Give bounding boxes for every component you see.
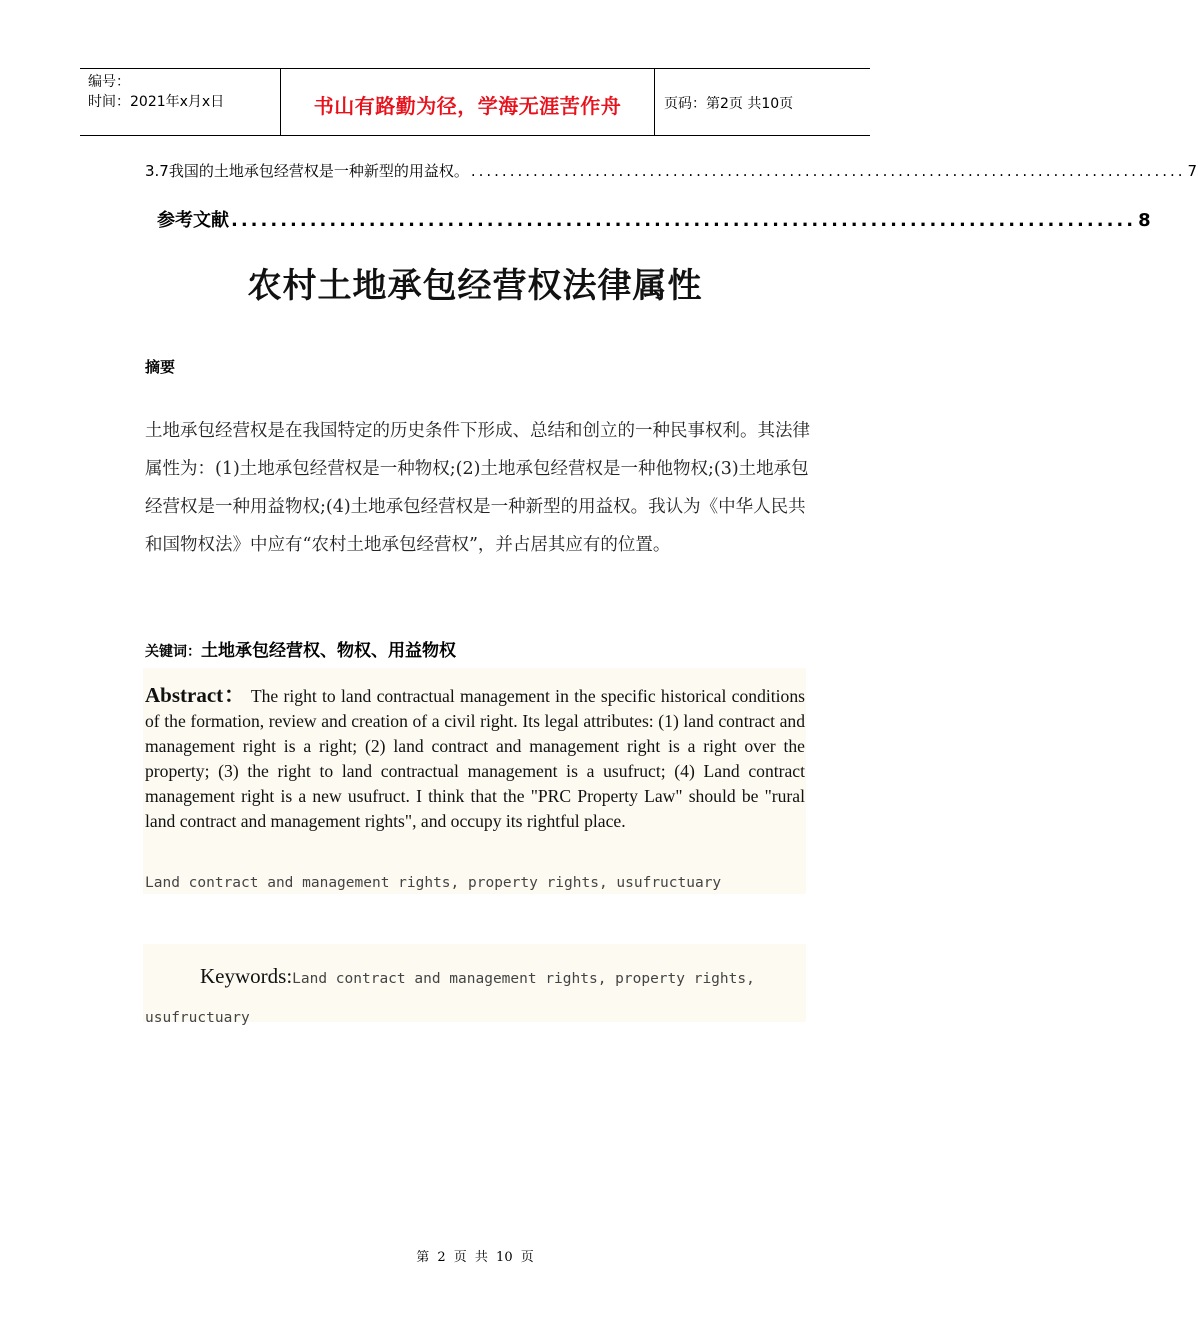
toc-entry-label: 3.7我国的土地承包经营权是一种新型的用益权。: [145, 162, 469, 180]
abstract-body: 土地承包经营权是在我国特定的历史条件下形成、总结和创立的一种民事权利。其法律属性为：(1)土地承包经营权是一种物权;(2)土地承包经营权是一种他物权;(3)土地承包经营权是一种用益物权;(4)土地承包经营权是一种新型的用益权。我认为《中华人民共和国物权法》中应有“农村土地承包经营权”，并占居其应有的位置。: [145, 421, 810, 555]
keywords-en-value: Land contract and management rights, property rights, usufructuary: [145, 971, 755, 1026]
abstract-heading: 摘要: [145, 358, 176, 376]
keywords-en-label: Keywords:: [200, 964, 293, 988]
page-header: [80, 68, 870, 136]
abstract-en-label: Abstract：: [145, 683, 246, 707]
toc-leader-dots: ............................................................................................: [231, 210, 1137, 231]
page-footer: 第 2 页 共 10 页: [416, 1250, 534, 1265]
keywords-cn: [145, 636, 456, 661]
keywords-en: [145, 957, 795, 1037]
abstract-en: [145, 683, 805, 834]
header-meta: [80, 69, 281, 135]
keywords-cn-label: 关键词：: [145, 644, 201, 660]
abstract-en-keywords-line: Land contract and management rights, property rights, usufructuary: [145, 875, 722, 891]
header-page-info-text: 页码：第2页 共10页: [664, 96, 794, 112]
toc-entry-page: 8: [1138, 210, 1151, 231]
toc-entry-page: 7: [1187, 162, 1197, 180]
header-time-label: 时间：2021年x月x日: [88, 94, 225, 110]
document-title: 农村土地承包经营权法律属性: [247, 266, 703, 306]
header-motto-cell: [281, 69, 655, 135]
header-page-info: [655, 69, 870, 135]
toc-entry-label: 参考文献: [157, 210, 229, 231]
header-number-label: 编号：: [88, 74, 130, 90]
toc-entry[interactable]: [145, 160, 1197, 181]
header-motto: 书山有路勤为径，学海无涯苦作舟: [313, 93, 622, 118]
keywords-cn-value: 土地承包经营权、物权、用益物权: [201, 641, 456, 661]
abstract-en-body: The right to land contractual management in the specific historical conditions of the formation, review and creation of a civil right. Its legal attributes: (1) land contract and management right is a right; (2) land contract and management right is a right over the property; (3) the right to land contractual management is a usufruct; (4) Land contract management right is a new usufruct. I think that the "PRC Property Law" should be "rural land contract and management rights", and occupy its rightful place.: [145, 686, 805, 831]
toc-entry[interactable]: [157, 206, 1151, 232]
toc-leader-dots: ............................................................................................: [470, 162, 1186, 180]
